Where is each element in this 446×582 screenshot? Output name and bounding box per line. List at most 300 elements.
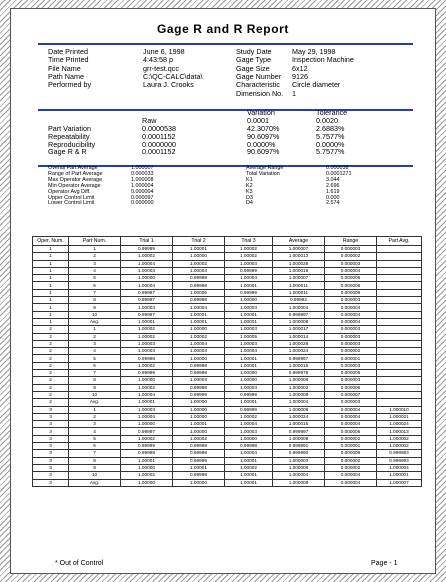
table-cell: 0.99998 bbox=[173, 297, 225, 304]
table-cell: 3 bbox=[69, 340, 121, 347]
table-cell: 1.00003 bbox=[121, 348, 173, 355]
variation-row-tolerance: 5.7577% bbox=[316, 147, 345, 157]
table-cell: 0.999991 bbox=[273, 443, 325, 450]
table-cell: 0.000005 bbox=[325, 370, 377, 377]
table-cell: 8 bbox=[69, 297, 121, 304]
table-cell: 1.000014 bbox=[273, 333, 325, 340]
table-cell: 1.00002 bbox=[225, 413, 273, 420]
stats-right-label: Total Variation bbox=[246, 170, 280, 177]
table-cell: 6 bbox=[69, 282, 121, 289]
table-cell: Avg. bbox=[69, 399, 121, 406]
table-cell: 1.00001 bbox=[121, 399, 173, 406]
table-cell: 0.000003 bbox=[325, 340, 377, 347]
raw-header: Raw bbox=[142, 116, 157, 125]
table-row bbox=[33, 246, 422, 253]
table-cell: 0.999983 bbox=[377, 450, 422, 457]
table-row bbox=[33, 406, 422, 413]
table-cell: 0.99997 bbox=[121, 311, 173, 318]
table-row bbox=[33, 333, 422, 340]
table-cell: 1.000015 bbox=[273, 362, 325, 369]
table-cell: 1.00000 bbox=[225, 377, 273, 384]
stats-left-value: 1.000007 bbox=[131, 165, 154, 171]
table-row bbox=[33, 391, 422, 398]
table-cell: 0.99999 bbox=[173, 443, 225, 450]
column-header: Oper. Num. bbox=[33, 237, 69, 246]
column-header: Part Num. bbox=[69, 237, 121, 246]
table-cell bbox=[377, 289, 422, 296]
info-right-value: Inspection Machine bbox=[292, 55, 354, 65]
table-cell: 0.99999 bbox=[121, 370, 173, 377]
table-cell: 0.000004 bbox=[325, 311, 377, 318]
table-cell: 1.00002 bbox=[121, 253, 173, 260]
table-cell: 1.00001 bbox=[173, 311, 225, 318]
table-cell: Avg. bbox=[69, 318, 121, 325]
table-cell: 1.00006 bbox=[173, 289, 225, 296]
table-cell: 1.00002 bbox=[173, 333, 225, 340]
table-cell: 1.00003 bbox=[121, 267, 173, 274]
table-cell: 0.99999 bbox=[225, 391, 273, 398]
table-row bbox=[33, 253, 422, 260]
table-cell: 1.000002 bbox=[377, 443, 422, 450]
info-right-label: Gage Size bbox=[236, 63, 270, 73]
table-row bbox=[33, 377, 422, 384]
table-cell: 1.00000 bbox=[173, 428, 225, 435]
table-cell: 2 bbox=[33, 370, 69, 377]
table-cell: 0.999997 bbox=[273, 355, 325, 362]
variation-row-raw: 0.0001152 bbox=[142, 147, 176, 157]
variation-row-raw: 0.0000000 bbox=[142, 139, 176, 149]
table-row bbox=[33, 289, 422, 296]
table-cell bbox=[377, 282, 422, 289]
table-cell bbox=[377, 275, 422, 282]
table-cell: 1.000018 bbox=[273, 267, 325, 274]
table-cell: 0.99982 bbox=[273, 297, 325, 304]
table-cell: 0.99998 bbox=[173, 362, 225, 369]
stats-right-label: D4 bbox=[246, 200, 253, 207]
table-cell bbox=[377, 340, 422, 347]
variation-row-percent: 0.0000% bbox=[247, 139, 276, 149]
table-cell bbox=[377, 377, 422, 384]
table-cell: 3 bbox=[33, 472, 69, 479]
table-cell bbox=[377, 362, 422, 369]
table-cell: 1.00000 bbox=[173, 253, 225, 260]
column-header: Range bbox=[325, 237, 377, 246]
stats-left-label: Operator Avg Diff. bbox=[48, 188, 91, 195]
table-cell: 1.00002 bbox=[121, 326, 173, 333]
variation-row-percent: 90.6097% bbox=[247, 131, 280, 141]
stats-right-value: 0.000 bbox=[326, 194, 340, 201]
table-cell: 0.000003 bbox=[325, 246, 377, 253]
table-cell: 1.00002 bbox=[121, 472, 173, 479]
stats-right-value: 1.619 bbox=[326, 188, 340, 195]
table-cell: 1.00002 bbox=[225, 464, 273, 471]
table-cell: 0.000009 bbox=[325, 289, 377, 296]
table-cell: 0.000005 bbox=[325, 275, 377, 282]
table-cell bbox=[377, 318, 422, 325]
table-cell: 1.00004 bbox=[225, 450, 273, 457]
table-cell: 1.00001 bbox=[225, 311, 273, 318]
table-cell: 0.99999 bbox=[173, 275, 225, 282]
table-cell: 0.999997 bbox=[273, 311, 325, 318]
stats-left-label: Range of Part Average bbox=[48, 170, 103, 177]
table-cell: 1.00001 bbox=[121, 457, 173, 464]
out-of-control-note: * Out of Control bbox=[55, 560, 104, 567]
table-cell: 1.000002 bbox=[273, 384, 325, 391]
table-cell: 1.00003 bbox=[225, 326, 273, 333]
table-cell: 1.000008 bbox=[273, 318, 325, 325]
table-cell bbox=[377, 399, 422, 406]
info-right-label: Dimension No. bbox=[236, 88, 284, 98]
variation-row-raw: 0.0001152 bbox=[142, 131, 176, 141]
table-cell: 1.00001 bbox=[225, 457, 273, 464]
table-body bbox=[33, 246, 422, 487]
variation-row-percent: 42.3070% bbox=[247, 124, 280, 133]
info-left-label: Path Name bbox=[48, 71, 84, 81]
table-row bbox=[33, 340, 422, 347]
table-cell: 5 bbox=[69, 275, 121, 282]
table-header-row bbox=[33, 237, 422, 246]
table-row bbox=[33, 472, 422, 479]
table-cell: 1.000004 bbox=[273, 304, 325, 311]
table-cell: 1.00005 bbox=[225, 333, 273, 340]
table-cell: 0.99998 bbox=[121, 450, 173, 457]
stats-left-label: Lower Control Limit bbox=[48, 200, 95, 207]
table-cell: 0.999990 bbox=[273, 450, 325, 457]
table-cell: 0.000004 bbox=[325, 421, 377, 428]
table-cell: 7 bbox=[69, 450, 121, 457]
table-cell: 1.00000 bbox=[173, 406, 225, 413]
table-cell: 1 bbox=[33, 297, 69, 304]
stats-left-label: Upper Control Limit bbox=[48, 194, 95, 201]
table-cell: 1 bbox=[69, 326, 121, 333]
table-row bbox=[33, 435, 422, 442]
table-cell: 1.000024 bbox=[273, 413, 325, 420]
table-cell: 0.000002 bbox=[325, 435, 377, 442]
table-cell: 0.000002 bbox=[325, 348, 377, 355]
table-cell: 1.00000 bbox=[225, 370, 273, 377]
table-cell: 0.000003 bbox=[325, 362, 377, 369]
info-left-label: Performed by bbox=[48, 80, 92, 90]
table-cell: 3 bbox=[33, 457, 69, 464]
table-row bbox=[33, 267, 422, 274]
table-cell: 0.99998 bbox=[173, 282, 225, 289]
table-cell: 10 bbox=[69, 472, 121, 479]
stats-right-value: 2.574 bbox=[326, 200, 340, 207]
table-cell: 10 bbox=[69, 311, 121, 318]
table-cell bbox=[377, 304, 422, 311]
stats-left-value: 1.000008 bbox=[131, 176, 154, 183]
table-cell bbox=[377, 333, 422, 340]
report-title: Gage R and R Report bbox=[156, 22, 290, 36]
table-cell: 7 bbox=[69, 370, 121, 377]
stats-left-value: 0.000004 bbox=[131, 188, 154, 195]
table-row bbox=[33, 318, 422, 325]
table-cell: 0.000003 bbox=[325, 297, 377, 304]
table-cell: 1.00001 bbox=[225, 399, 273, 406]
table-cell: 2 bbox=[69, 413, 121, 420]
variation-row-tolerance: 0.0000% bbox=[316, 139, 345, 149]
table-cell: 0.99997 bbox=[121, 297, 173, 304]
column-header: Trial 1 bbox=[121, 237, 173, 246]
table-cell: 1.00003 bbox=[225, 260, 273, 267]
table-cell: 3 bbox=[33, 435, 69, 442]
table-cell: 1 bbox=[69, 246, 121, 253]
table-cell: 2 bbox=[33, 384, 69, 391]
variation-row-label: Part Variation bbox=[48, 124, 92, 133]
table-cell: 0.000002 bbox=[325, 464, 377, 471]
variation-row-label: Gage R & R bbox=[48, 147, 87, 157]
table-cell: 1.00002 bbox=[121, 384, 173, 391]
info-left-label: Time Printed bbox=[48, 55, 89, 65]
table-row bbox=[33, 355, 422, 362]
table-row bbox=[33, 428, 422, 435]
table-cell: 0.000002 bbox=[325, 457, 377, 464]
table-cell bbox=[377, 311, 422, 318]
table-cell: 1.00004 bbox=[225, 348, 273, 355]
table-cell: 1 bbox=[33, 267, 69, 274]
table-cell: 0.99998 bbox=[173, 384, 225, 391]
stats-right-value: 0.0001271 bbox=[326, 170, 352, 177]
table-cell: 1 bbox=[33, 318, 69, 325]
table-cell: 2 bbox=[33, 326, 69, 333]
table-cell: 1.00003 bbox=[173, 267, 225, 274]
table-cell: 1 bbox=[33, 260, 69, 267]
table-cell: 1.000016 bbox=[273, 421, 325, 428]
table-cell bbox=[377, 297, 422, 304]
stats-left-value: 1.000004 bbox=[131, 182, 154, 189]
table-cell: 0.000009 bbox=[325, 450, 377, 457]
table-cell: 10 bbox=[69, 391, 121, 398]
table-cell: 1 bbox=[33, 253, 69, 260]
variation-row-label: Reproducibility bbox=[48, 139, 96, 149]
table-cell: 1.00001 bbox=[121, 318, 173, 325]
tolerance-header: Tolerance bbox=[316, 108, 348, 117]
table-cell: 1.00001 bbox=[225, 355, 273, 362]
table-cell: 1.00003 bbox=[121, 340, 173, 347]
table-cell: 0.99998 bbox=[173, 472, 225, 479]
table-cell: 1.00002 bbox=[173, 260, 225, 267]
table-cell: 1.000001 bbox=[377, 472, 422, 479]
table-cell: 2 bbox=[33, 333, 69, 340]
table-cell: 3 bbox=[33, 421, 69, 428]
table-row bbox=[33, 421, 422, 428]
table-row bbox=[33, 348, 422, 355]
table-cell: 0.99999 bbox=[121, 246, 173, 253]
column-header: Part Avg. bbox=[377, 237, 422, 246]
table-cell: 0.000004 bbox=[325, 318, 377, 325]
info-right-value: Circle diameter bbox=[292, 80, 341, 90]
table-cell bbox=[377, 348, 422, 355]
table-cell: Avg. bbox=[69, 479, 121, 486]
table-cell: 1.000004 bbox=[273, 399, 325, 406]
info-right-label: Characteristic bbox=[236, 80, 280, 90]
table-cell: 0.99997 bbox=[121, 289, 173, 296]
table-cell: 1.000008 bbox=[273, 464, 325, 471]
table-cell: 9 bbox=[69, 464, 121, 471]
table-cell: 3 bbox=[69, 421, 121, 428]
measurements-table bbox=[32, 236, 422, 487]
table-cell: 0.99999 bbox=[121, 443, 173, 450]
table-cell: 0.99999 bbox=[225, 406, 273, 413]
info-right-value: 6x12 bbox=[292, 63, 308, 73]
table-cell: 0.000002 bbox=[325, 253, 377, 260]
table-cell: 1.00001 bbox=[173, 421, 225, 428]
table-row bbox=[33, 479, 422, 486]
variation-first-value: 0.0001 bbox=[247, 116, 269, 125]
info-right-value: 1 bbox=[292, 88, 296, 98]
table-cell: 0.000006 bbox=[325, 384, 377, 391]
table-cell bbox=[377, 391, 422, 398]
table-cell: 1.00004 bbox=[121, 413, 173, 420]
table-cell: 0.99999 bbox=[225, 267, 273, 274]
table-cell: 0.000006 bbox=[325, 282, 377, 289]
table-cell: 1.000007 bbox=[273, 275, 325, 282]
table-cell: 9 bbox=[69, 384, 121, 391]
table-cell: 1.00002 bbox=[121, 333, 173, 340]
table-cell: 6 bbox=[69, 362, 121, 369]
table-cell: 0.000007 bbox=[325, 391, 377, 398]
table-cell: 1.000002 bbox=[377, 435, 422, 442]
table-cell: 1.00003 bbox=[121, 304, 173, 311]
info-left-value: grr-test.qcc bbox=[143, 63, 179, 73]
table-cell: 4 bbox=[69, 428, 121, 435]
table-cell: 3 bbox=[33, 464, 69, 471]
table-cell: 3 bbox=[33, 450, 69, 457]
table-cell: 0.000001 bbox=[325, 443, 377, 450]
table-cell: 1.000028 bbox=[273, 260, 325, 267]
table-cell: 1 bbox=[33, 311, 69, 318]
stats-left-label: Max Operator Average bbox=[48, 176, 103, 183]
table-cell: 1.000024 bbox=[377, 421, 422, 428]
stats-right-label: Average Range bbox=[246, 165, 284, 171]
table-cell: 2 bbox=[69, 253, 121, 260]
table-cell: 1.00001 bbox=[225, 362, 273, 369]
table-cell: 1.00000 bbox=[225, 297, 273, 304]
page-number: Page - 1 bbox=[371, 560, 398, 567]
column-header: Average bbox=[273, 237, 325, 246]
table-cell: 1.00004 bbox=[225, 421, 273, 428]
table-cell: 1.00003 bbox=[173, 377, 225, 384]
table-cell: 1.000011 bbox=[273, 282, 325, 289]
table-cell: 1.000008 bbox=[273, 391, 325, 398]
table-cell: 8 bbox=[69, 377, 121, 384]
table-cell: 1.00001 bbox=[173, 318, 225, 325]
table-cell: 1.00004 bbox=[173, 340, 225, 347]
table-cell: 1.000024 bbox=[273, 348, 325, 355]
stats-right-label: K1 bbox=[246, 176, 253, 183]
table-cell: 0.999997 bbox=[273, 428, 325, 435]
table-cell: 0.999993 bbox=[377, 457, 422, 464]
table-cell: 1.000008 bbox=[273, 377, 325, 384]
table-cell bbox=[377, 260, 422, 267]
table-cell: 1.00002 bbox=[121, 362, 173, 369]
table-cell: 0.99997 bbox=[121, 428, 173, 435]
header-rule-2 bbox=[38, 109, 413, 111]
table-cell: 2 bbox=[33, 355, 69, 362]
table-cell: 1.00001 bbox=[173, 246, 225, 253]
table-cell: 0.000004 bbox=[325, 413, 377, 420]
table-cell: 2 bbox=[33, 391, 69, 398]
table-cell: 8 bbox=[69, 457, 121, 464]
table-cell: 1 bbox=[69, 406, 121, 413]
table-cell: 1.00004 bbox=[225, 275, 273, 282]
table-cell: 1 bbox=[33, 246, 69, 253]
stats-right-value: 3.044 bbox=[326, 176, 340, 183]
column-header: Trial 2 bbox=[173, 237, 225, 246]
table-cell: 1.00002 bbox=[173, 435, 225, 442]
table-cell: 0.99999 bbox=[173, 391, 225, 398]
info-left-label: Date Printed bbox=[48, 47, 88, 56]
table-cell: 2 bbox=[33, 340, 69, 347]
table-cell: 0.000004 bbox=[325, 472, 377, 479]
table-cell: 0.000004 bbox=[325, 267, 377, 274]
table-cell: 1.00000 bbox=[173, 355, 225, 362]
table-cell: 1.00004 bbox=[121, 282, 173, 289]
table-cell: 2 bbox=[33, 399, 69, 406]
variation-row-tolerance: 5.7577% bbox=[316, 131, 345, 141]
table-cell: 7 bbox=[69, 289, 121, 296]
table-cell: 1.00004 bbox=[121, 260, 173, 267]
table-cell: 2 bbox=[69, 333, 121, 340]
table-cell: 1.000008 bbox=[273, 479, 325, 486]
table-cell: 3 bbox=[33, 443, 69, 450]
table-cell: 1.00003 bbox=[225, 304, 273, 311]
info-right-label: Study Date bbox=[236, 47, 272, 56]
table-cell: 1.00002 bbox=[225, 253, 273, 260]
variation-row-raw: 0.0000538 bbox=[142, 124, 176, 133]
table-cell: 0.99998 bbox=[173, 450, 225, 457]
table-cell: 3 bbox=[33, 479, 69, 486]
info-left-value: Laura J. Crooks bbox=[143, 80, 194, 90]
table-cell: 1.000013 bbox=[273, 253, 325, 260]
stats-right-label: K2 bbox=[246, 182, 253, 189]
table-row bbox=[33, 413, 422, 420]
table-cell: 0.99998 bbox=[121, 355, 173, 362]
table-cell: 1.000008 bbox=[273, 435, 325, 442]
table-row bbox=[33, 304, 422, 311]
table-cell: 1.00000 bbox=[173, 413, 225, 420]
table-cell: 1.000008 bbox=[273, 406, 325, 413]
table-cell: 4 bbox=[69, 267, 121, 274]
table-cell: 1.000007 bbox=[273, 246, 325, 253]
info-right-label: Gage Type bbox=[236, 55, 272, 65]
table-row bbox=[33, 326, 422, 333]
table-cell bbox=[377, 246, 422, 253]
table-cell: 1 bbox=[33, 275, 69, 282]
table-row bbox=[33, 282, 422, 289]
table-cell bbox=[377, 355, 422, 362]
table-cell: 1.00001 bbox=[225, 318, 273, 325]
table-cell bbox=[377, 253, 422, 260]
table-cell: 1.00000 bbox=[121, 275, 173, 282]
table-cell: 0.99999 bbox=[225, 289, 273, 296]
table-row bbox=[33, 384, 422, 391]
table-cell: 1.00001 bbox=[225, 479, 273, 486]
table-cell: 0.000003 bbox=[325, 399, 377, 406]
table-cell: 0.000003 bbox=[325, 260, 377, 267]
stats-left-value: 0.000033 bbox=[131, 170, 154, 177]
table-row bbox=[33, 362, 422, 369]
table-row bbox=[33, 311, 422, 318]
table-cell: 1.000004 bbox=[377, 464, 422, 471]
table-row bbox=[33, 370, 422, 377]
table-cell: 1.00003 bbox=[121, 406, 173, 413]
info-left-value: C:\QC-CALC\data\ bbox=[143, 71, 203, 81]
table-cell: 1.00003 bbox=[225, 384, 273, 391]
stats-right-label: D3 bbox=[246, 194, 253, 201]
table-cell: 1.00001 bbox=[173, 464, 225, 471]
variation-row-label: Repeatability bbox=[48, 131, 90, 141]
